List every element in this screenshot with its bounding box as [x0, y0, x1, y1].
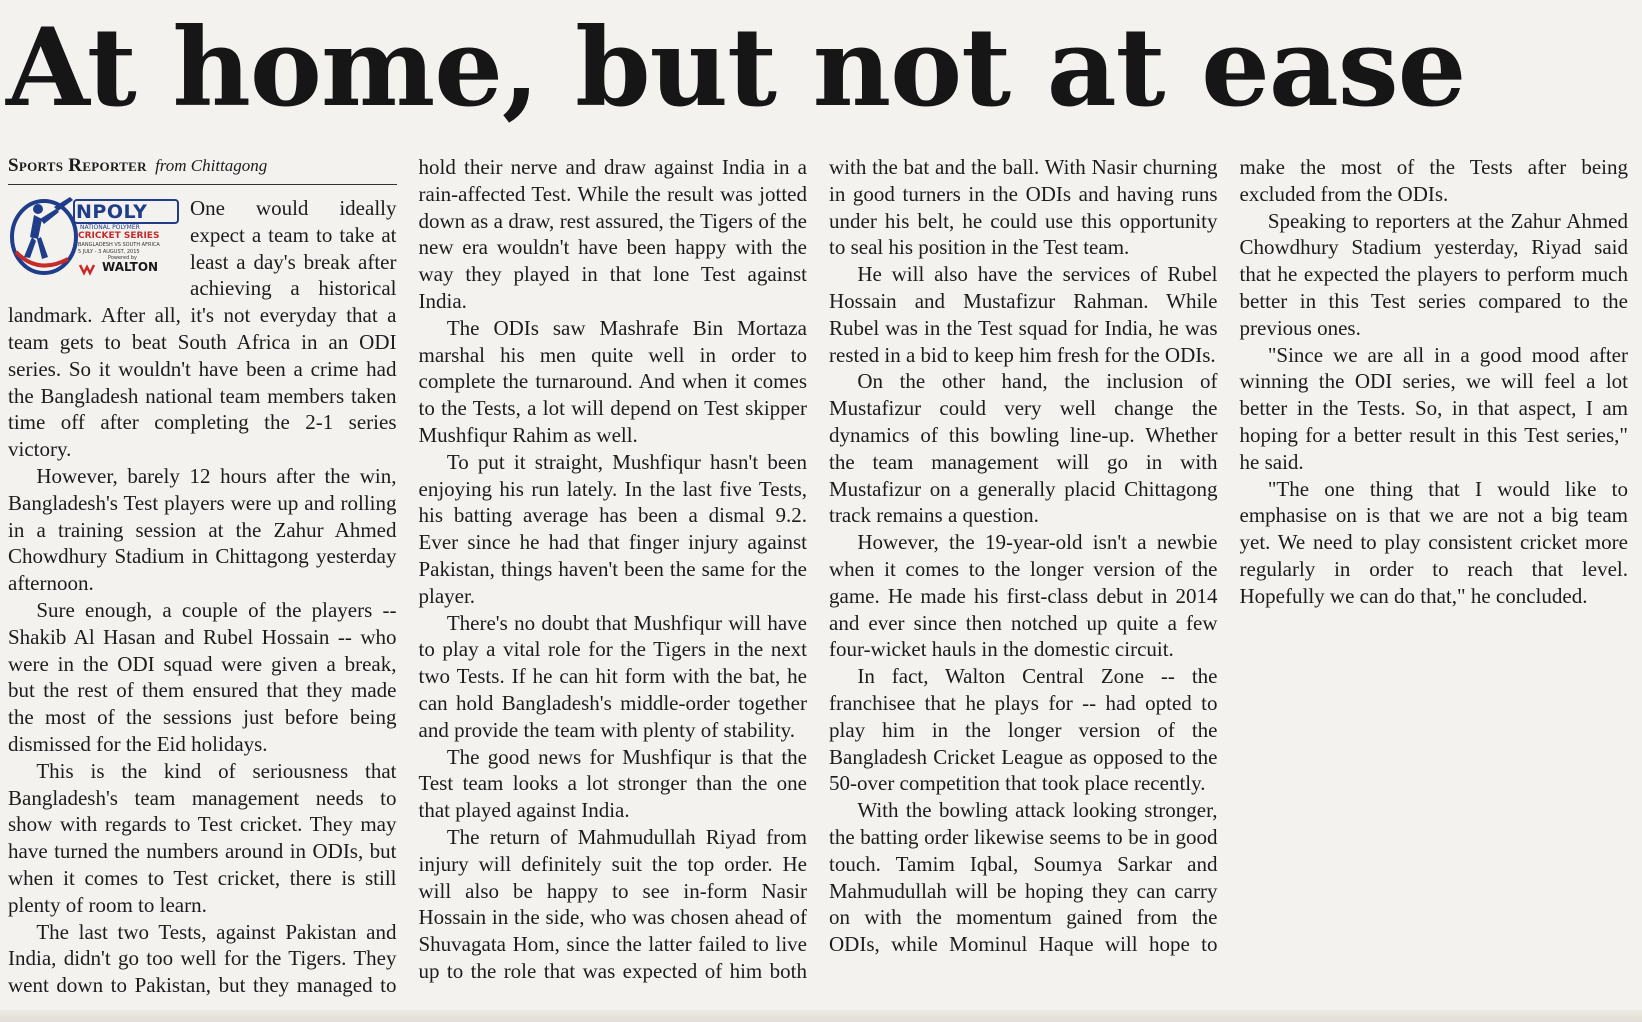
paragraph: The last two Tests, against Pakistan and India, didn't go too well for the Tigers. They went down to Pakistan, but they managed to hold their nerve and draw against India in a rain-affected Test. While the result was jotted down as a draw, rest assured, the Tigers of the new era wouldn't have been happy with the way they played in that lone Test against India.	[8, 155, 807, 998]
paragraph: To put it straight, Mushfiqur hasn't been enjoying his run lately. In the last five Tests, his batting average has been a dismal 9.2. Ever since he had that finger injury against Pakistan, things haven't been the same for the player.	[418, 449, 807, 608]
paragraph: There's no doubt that Mushfiqur will have to play a vital role for the Tigers in the next two Tests. If he can hit form with the bat, he can hold Bangladesh's middle-order together and provide the team with plenty of stability.	[418, 610, 807, 742]
byline	[8, 154, 397, 185]
article-body	[8, 154, 1628, 1004]
sponsor-logo-line3: BANGLADESH VS SOUTH AFRICA	[78, 242, 160, 248]
sponsor-logo-word: NPOLY	[76, 201, 148, 223]
paragraph: However, the 19-year-old isn't a newbie when it comes to the longer version of the game. He made his first-class debut in 2014 and ever since then notched up quite a few four-wicket hauls in the domestic circuit.	[829, 530, 1218, 662]
paragraph: Speaking to reporters at the Zahur Ahmed Chowdhury Stadium yesterday, Riyad said that he expected the players to perform much better in this Test series compared to the previous ones.	[1239, 208, 1628, 340]
paragraph: However, barely 12 hours after the win, Bangladesh's Test players were up and rolling in a training session at the Zahur Ahmed Chowdhury Stadium in Chittagong yesterday afternoon.	[8, 463, 397, 596]
sponsor-logo-line4: 5 JULY - 3 AUGUST, 2015	[78, 249, 140, 255]
paragraph: On the other hand, the inclusion of Mustafizur could very well change the dynamics of this bowling line-up. Whether the team management will go in with Mustafizur on a generally placid Chittagong track remains a question.	[829, 369, 1218, 528]
paragraph: Sure enough, a couple of the players -- Shakib Al Hasan and Rubel Hossain -- who were in the ODI squad were given a break, but the rest of them ensured that they made the most of the sessions just before being dismissed for the Eid holidays.	[8, 597, 397, 756]
page-bottom-edge	[0, 1010, 1642, 1022]
paragraph: The good news for Mushfiqur is that the Test team looks a lot stronger than the one that played against India.	[418, 744, 807, 823]
sponsor-logo-line2: CRICKET SERIES	[78, 231, 160, 241]
sponsor-logo-brand: WALTON	[102, 260, 159, 274]
paragraph: In fact, Walton Central Zone -- the franchisee that he plays for -- had opted to play him in the longer version of the Bangladesh Cricket League as opposed to the 50-over competition that took place recently.	[829, 664, 1218, 796]
byline-reporter: Sports Reporter	[8, 155, 147, 176]
headline: At home, but not at ease	[6, 5, 1466, 131]
paragraph: The return of Mahmudullah Riyad from injury will definitely suit the top order. He will also be happy to see in-form Nasir Hossain in the side, who was chosen ahead of Shuvagata Hom, since the latter failed to live up to the role that was expected of him both with the bat and the ball. With Nasir churning in good turners in the ODIs and having runs under his belt, he could use this opportunity to seal his position in the Test team.	[418, 155, 1218, 983]
byline-location: from Chittagong	[155, 156, 268, 175]
sponsor-logo-line5: Powered by	[108, 255, 137, 261]
paragraph: This is the kind of seriousness that Bangladesh's team management needs to show with regards to Test cricket. They may have turned the numbers around in ODIs, but when it comes to Test cricket, there is still plenty of room to learn.	[8, 758, 397, 917]
sponsor-logo	[8, 197, 180, 277]
paragraph: With the bowling attack looking stronger, the batting order likewise seems to be in good touch. Tamim Iqbal, Soumya Sarkar and Mahmudullah will be hoping they can carry on with the momentum gained from the ODIs, while Mominul Haque will hope to make the most of the Tests after being excluded from the ODIs.	[829, 155, 1628, 957]
sponsor-logo-line1: NATIONAL POLYMER	[80, 224, 140, 231]
paragraph: "Since we are all in a good mood after winning the ODI series, we will feel a lot better in the Tests. So, in that aspect, I am hoping for a better result in this Test series," he said.	[1239, 342, 1628, 474]
paragraph: One would ideally expect a team to take at least a day's break after achieving a historical landmark. After all, it's not everyday that a team gets to beat South Africa in an ODI series. So it wouldn't have been a crime had the Bangladesh national team members taken time off after completing the 2-1 series victory.	[8, 196, 397, 462]
paragraph: He will also have the services of Rubel Hossain and Mustafizur Rahman. While Rubel was in the Test squad for India, he was rested in a bid to keep him fresh for the ODIs.	[829, 262, 1218, 367]
paragraph: The ODIs saw Mashrafe Bin Mortaza marshal his men quite well in order to complete the turnaround. And when it comes to the Tests, a lot will depend on Test skipper Mushfiqur Rahim as well.	[418, 315, 807, 447]
paragraph: "The one thing that I would like to emphasise on is that we are not a big team yet. We need to play consistent cricket more regularly in order to reach that level. Hopefully we can do that," he concluded.	[1239, 476, 1628, 608]
